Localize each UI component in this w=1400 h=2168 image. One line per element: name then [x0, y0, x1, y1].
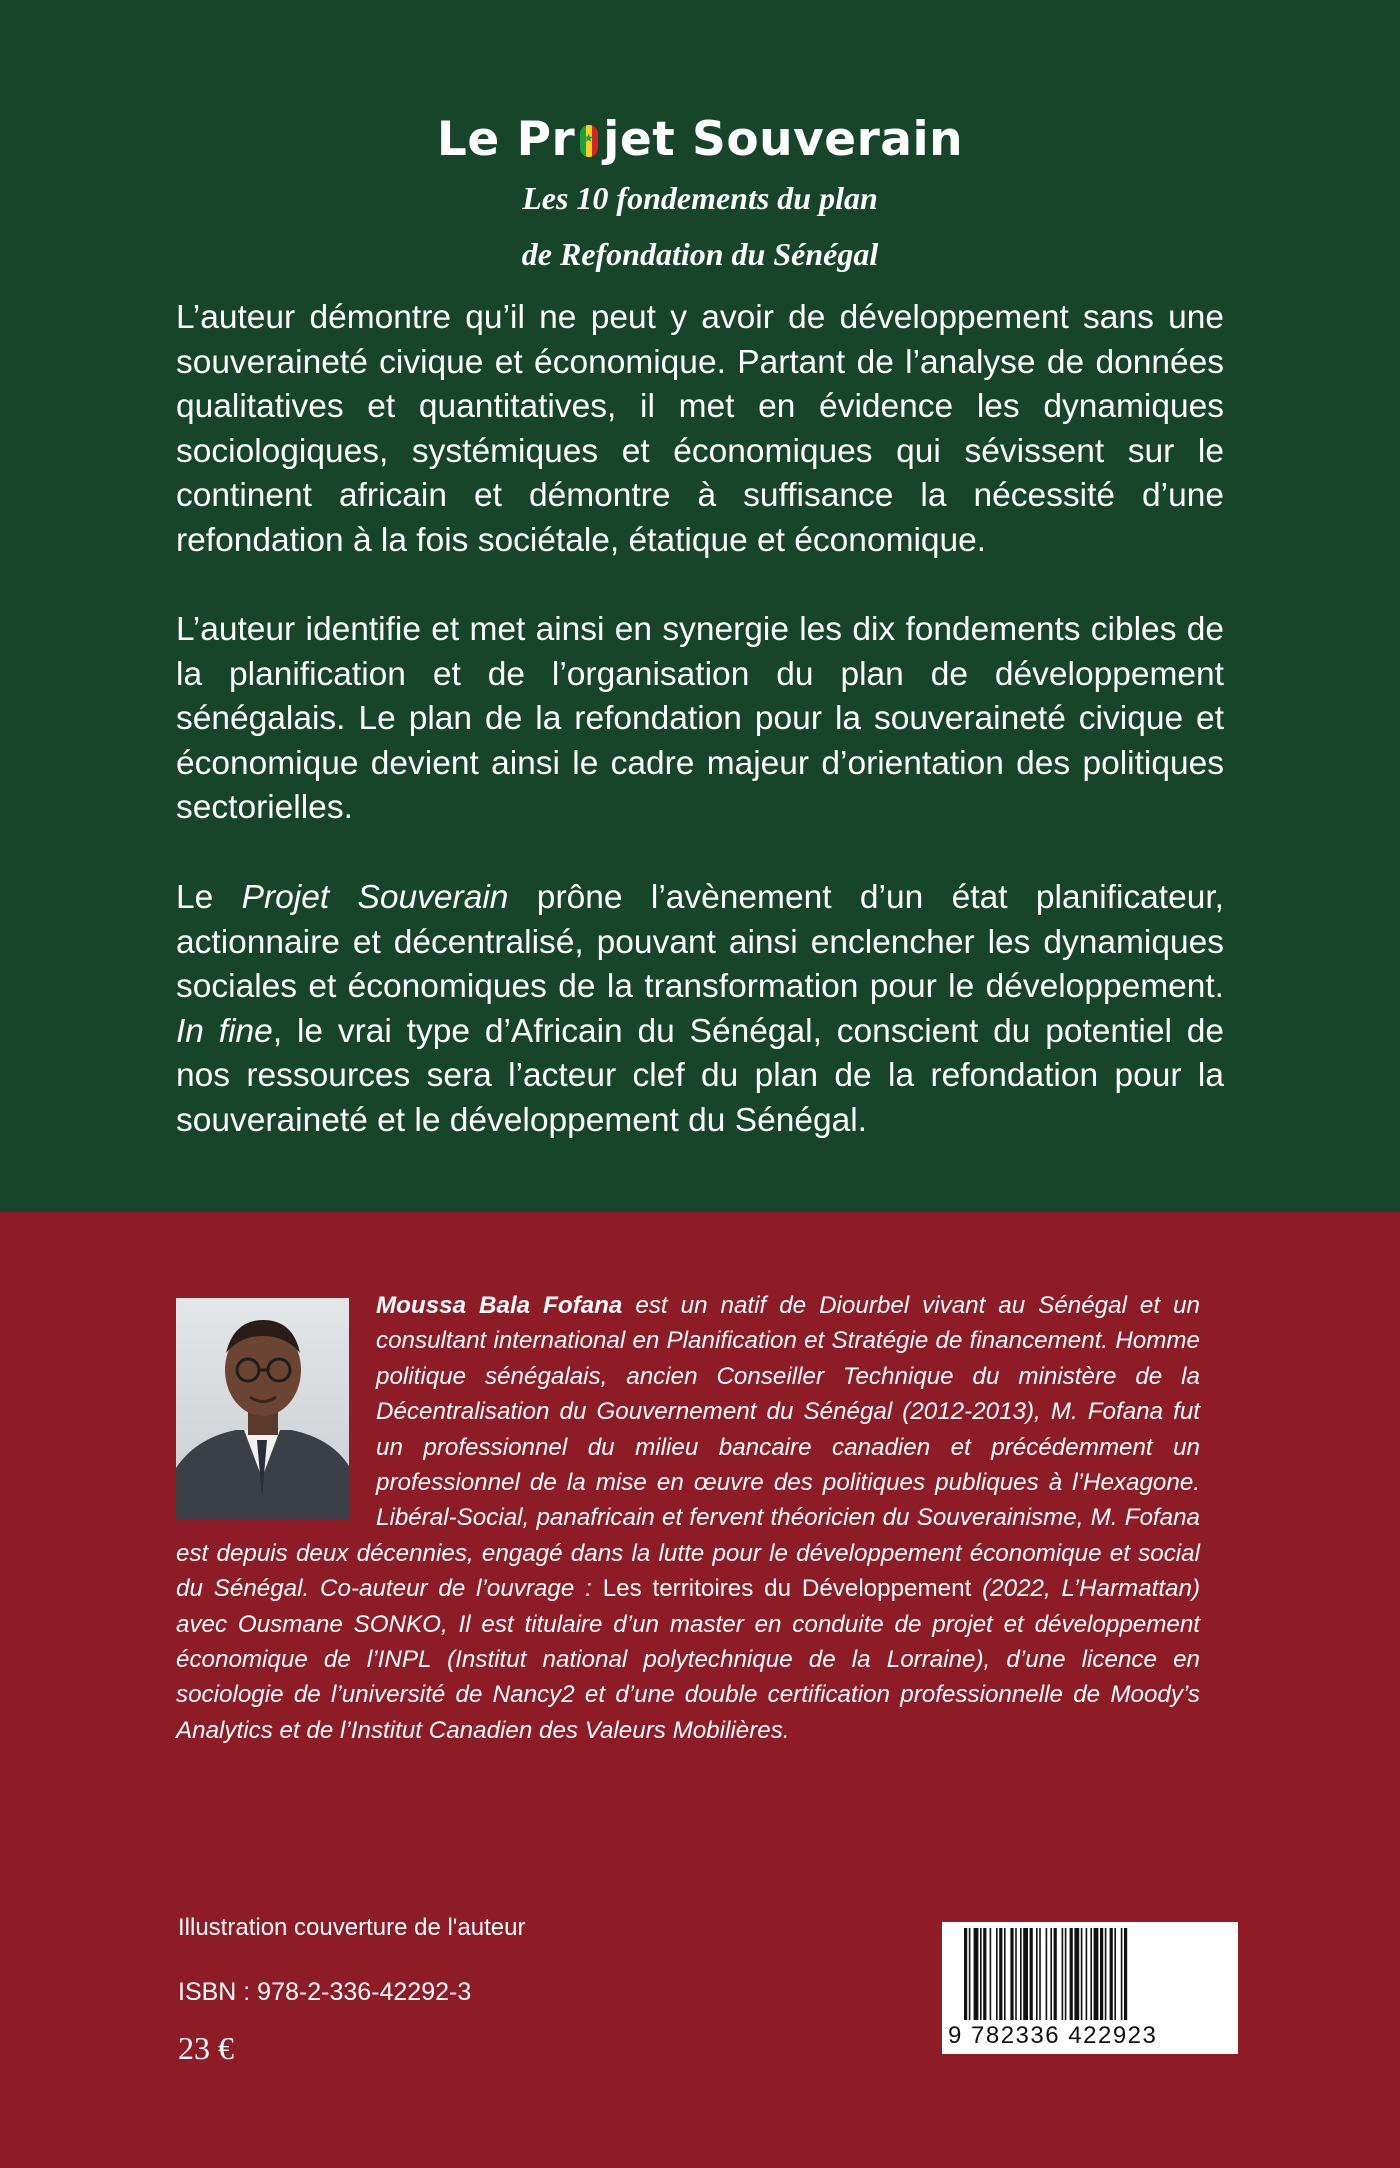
senegal-flag-icon: ★ [576, 125, 602, 157]
summary-paragraph-2: L’auteur identifie et met ainsi en synergie les dix fondements cibles de la planification et de l’organisation du plan de développement sénégalais. Le plan de la refondation pour la souveraineté civique et économique devient ainsi le cadre majeur d’orientation des politiques sectorielles. [176, 611, 1224, 827]
illustration-credit: Illustration couverture de l'auteur [178, 1914, 526, 1941]
book-title: Le Pr ★ jet Souverain [436, 112, 964, 167]
author-name: Moussa Bala Fofana [376, 1292, 623, 1319]
author-bio: Moussa Bala Fofana est un natif de Diourbel vivant au Sénégal et un consultant international en Planification et Stratégie de financement. Homme politique sénégalais, ancien Conseiller Technique du ministère de la Décentralisation du Gouvernement du Sénégal (2012-2013), M. Fofana fut un professionnel du milieu bancaire canadien et précédemment un professionnel de la mise en œuvre des politiques publiques à l’Hexagone. Libéral-Social, panafricain et fervent théoricien du Souverainisme, M. Fofana est depuis deux décennies, engagé dans la lutte pour le développement économique et social du Sénégal. Co-auteur de l’ouvrage : Les territoires du Développement (2022, L’Harmattan) avec Ousmane SONKO, Il est titulaire d’un master en conduite de projet et développement économique de l’INPL (Institut national polytechnique de la Lorraine), d’une licence en sociologie de l’université de Nancy2 et d’une double certification professionnelle de Moody’s Analytics et de l’Institut Canadien des Valeurs Mobilières. [176, 1292, 1200, 1744]
subtitle-line-2: de Refondation du Sénégal [521, 236, 879, 272]
barcode-digits: 9 782336 422923 [948, 2022, 1158, 2049]
summary-paragraph-1: L’auteur démontre qu’il ne peut y avoir de développement sans une souveraineté civique et économique. Partant de l’analyse de données qualitatives et quantitatives, il met en évidence les dynamiques sociologiques, systémiques et économiques qui sévissent sur le continent africain et démontre à suffisance la nécessité d’une refondation à la fois sociétale, étatique et économique. [176, 299, 1224, 559]
price: 23 € [178, 2030, 234, 2066]
subtitle-line-1: Les 10 fondements du plan [522, 180, 878, 216]
isbn-barcode [942, 1922, 1238, 2054]
summary-paragraph-3: Le Projet Souverain prône l’avènement d’un état planificateur, actionnaire et décentralisé, pouvant ainsi enclencher les dynamiques sociales et économiques de la transformation pour le développement. In fine, le vrai type d’Africain du Sénégal, conscient du potentiel de nos ressources sera l’acteur clef du plan de la refondation pour la souveraineté et le développement du Sénégal. [176, 879, 1225, 1139]
isbn: ISBN : 978-2-336-42292-3 [178, 1978, 472, 2006]
